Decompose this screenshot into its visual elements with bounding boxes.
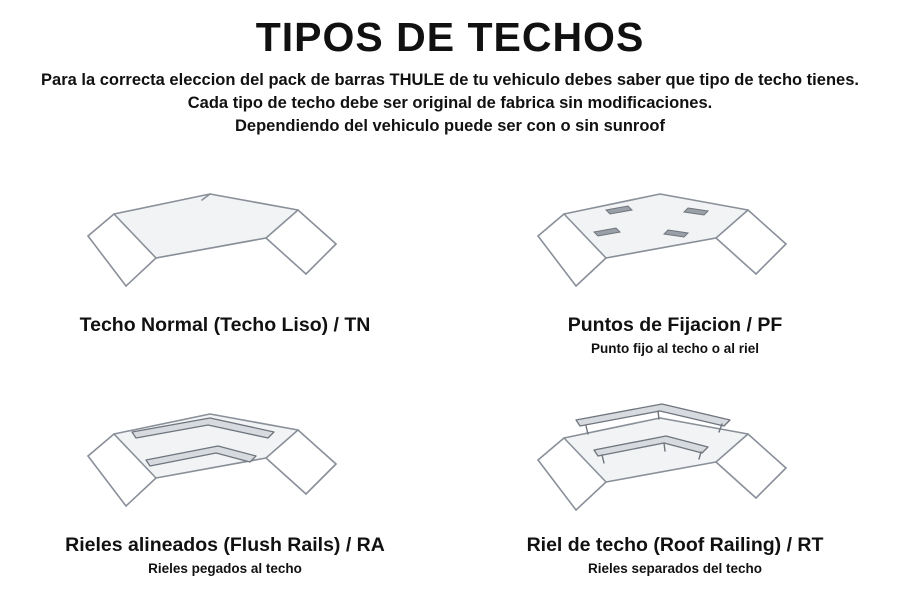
roof-type-grid [0,166,900,606]
intro-line-1: Para la correcta eleccion del pack de barras THULE de tu vehiculo debes saber que tipo de techo tienes. [41,71,859,90]
roof-types-infographic [0,16,900,616]
rail-leg-5 [664,443,665,451]
intro-text [22,69,878,137]
roof-type-card-pf [450,166,900,386]
roof-type-card-rt [450,386,900,606]
roof-type-caption-rt: Riel de techo (Roof Railing) / RT [526,534,824,556]
roof-type-subcaption-ra: Rieles pegados al techo [148,561,302,576]
intro-line-3: Dependiendo del vehiculo puede ser con o sin sunroof [235,116,665,135]
roof-type-subcaption-rt: Rieles separados del techo [587,561,763,576]
roof-type-caption-pf: Puntos de Fijacion / PF [567,314,783,336]
roof-type-caption-tn: Techo Normal (Techo Liso) / TN [79,314,371,336]
car-roof-plain-icon [60,166,390,316]
roof-type-card-ra [0,386,450,606]
car-roof-flush-rails-icon [60,386,390,536]
roof-type-card-tn [0,166,450,386]
page-title: TIPOS DE TECHOS [255,14,645,60]
car-roof-fixpoints-icon [510,166,840,316]
intro-line-2: Cada tipo de techo debe ser original de fabrica sin modificaciones. [187,93,713,112]
roof-type-subcaption-pf: Punto fijo al techo o al riel [590,341,760,356]
roof-type-caption-ra: Rieles alineados (Flush Rails) / RA [65,534,385,556]
car-roof-raised-railing-icon [510,386,840,536]
rail-leg-2 [658,411,659,419]
